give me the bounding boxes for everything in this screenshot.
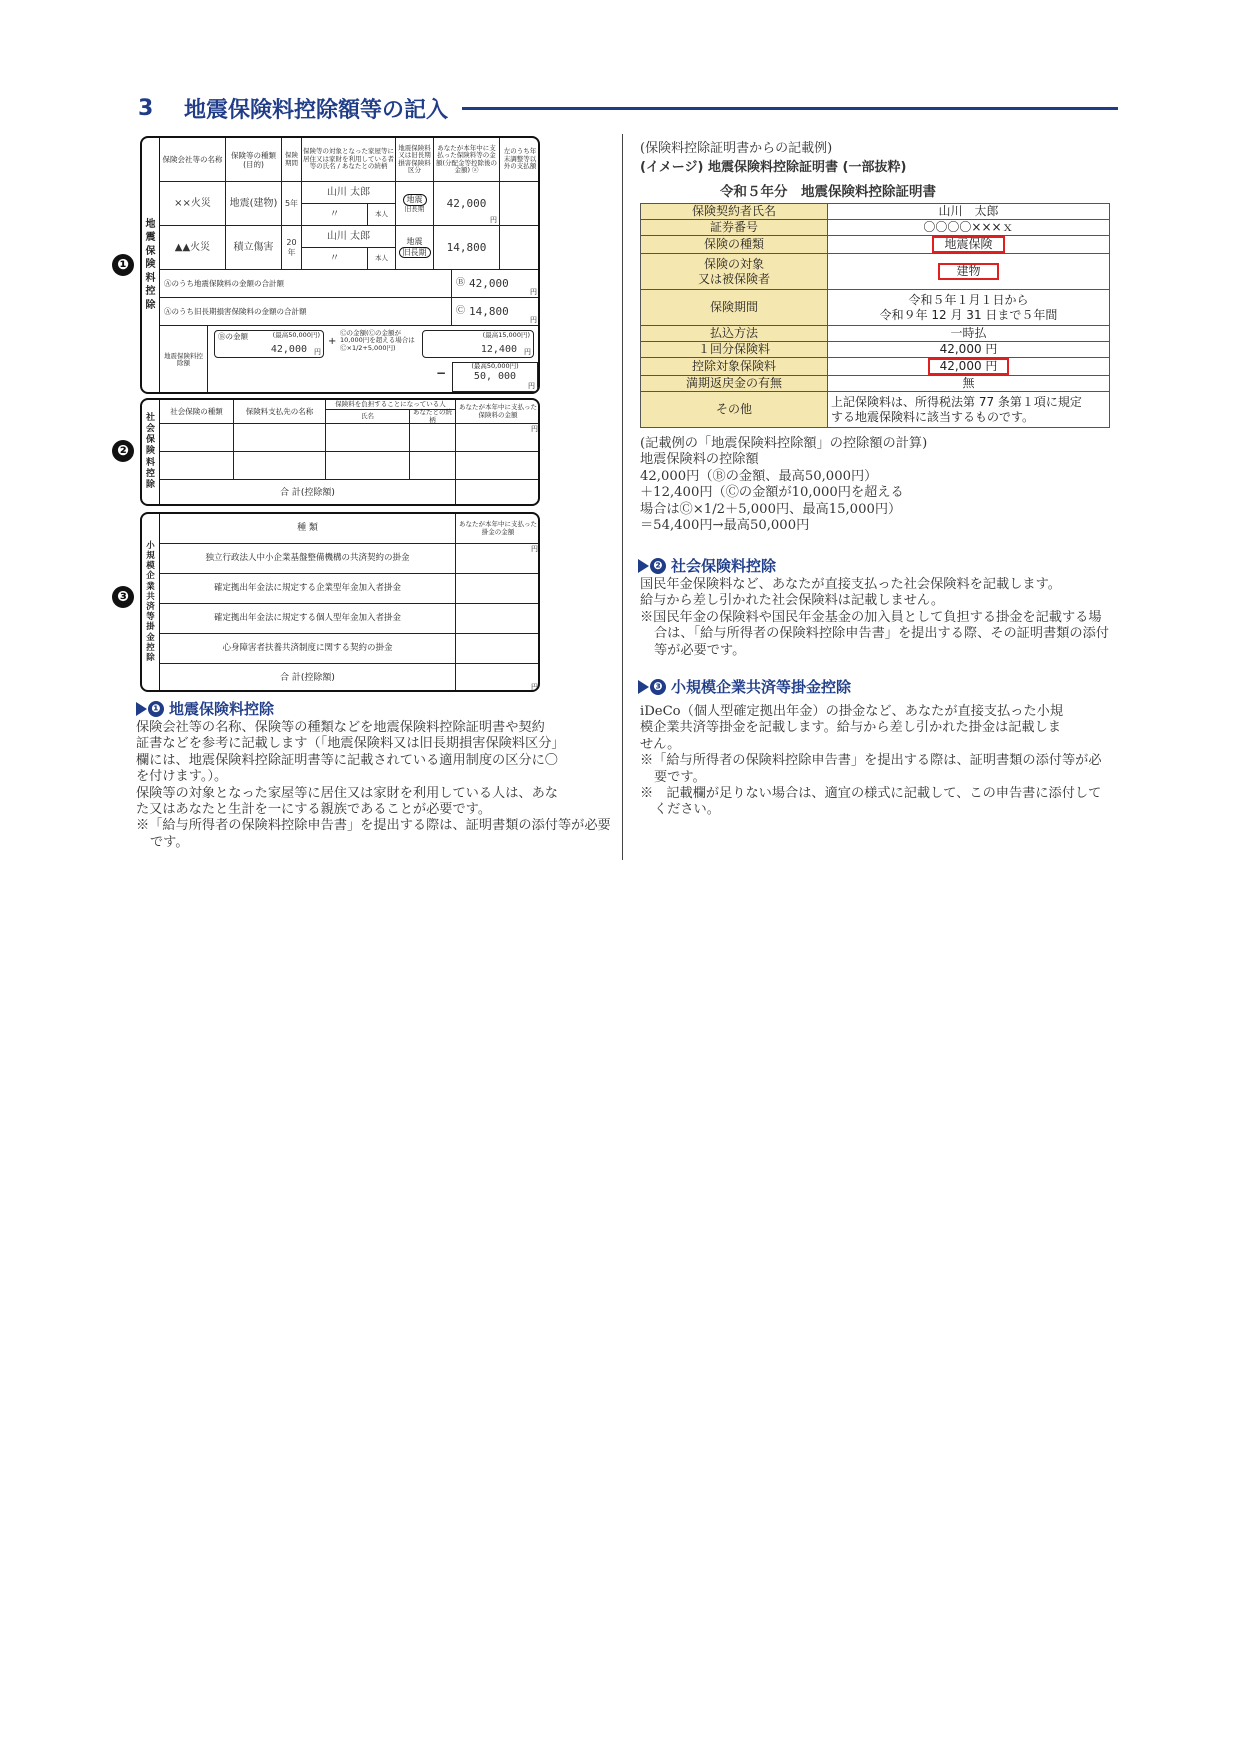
- heading-number-icon: ❸: [650, 679, 666, 695]
- social-row2-kind[interactable]: [160, 452, 234, 480]
- section-title: 地震保険料控除額等の記入: [184, 97, 449, 123]
- marker-2: ❷: [112, 440, 134, 462]
- cert-caption-image: (イメージ) 地震保険料控除証明書 (一部抜粋): [640, 160, 907, 175]
- row2-yen-col[interactable]: [500, 226, 540, 270]
- c-value-box[interactable]: (最高15,000円) 12,400 円: [422, 330, 534, 358]
- small-item-3: 確定拠出年金法に規定する個人型年金加入者掛金: [160, 604, 456, 634]
- sum-b-value[interactable]: Ⓒ 14,800 円: [452, 298, 540, 326]
- row2-period[interactable]: 20年: [282, 226, 302, 270]
- cert-caption-example: (保険料控除証明書からの記載例): [640, 141, 833, 156]
- social-row2-relation[interactable]: [410, 452, 456, 480]
- highlight-insurance-type: 地震保険: [932, 236, 1004, 253]
- social-insurance-form: [140, 398, 540, 506]
- row1-relation[interactable]: 本人: [368, 204, 396, 226]
- row1-company[interactable]: ××火災: [160, 182, 226, 226]
- social-row1-relation[interactable]: [410, 424, 456, 452]
- c-formula: Ⓒの金額(Ⓒの金額が10,000円を超える場合はⒸ×1/2+5,000円): [340, 329, 415, 352]
- cert-row: その他 上記保険料は、所得税法第 77 条第１項に規定 する地震保険料に該当するものです。: [641, 392, 1110, 428]
- social-header-payee: 保険料支払先の名称: [234, 400, 326, 424]
- row1-kind[interactable]: 地震(建物): [226, 182, 282, 226]
- row2-name[interactable]: 山川 太郎: [302, 226, 396, 248]
- header-yen-col: 左のうち年末調整等以外の支払額: [500, 138, 540, 182]
- section-number: 3: [138, 95, 154, 121]
- small-total-label: 合 計(控除額): [160, 664, 456, 692]
- small-item-2: 確定拠出年金法に規定する企業型年金加入者掛金: [160, 574, 456, 604]
- small-side-label: 小 規 模 企 業 共 済 等 掛 金 控 除: [142, 514, 160, 690]
- header-amount: あなたが本年中に支払った保険料等の金額(分配金等控除後の金額) ⓐ: [434, 138, 500, 182]
- small-header-amount: あなたが本年中に支払った掛金の金額: [456, 514, 540, 544]
- marker-1: ❶: [112, 254, 134, 276]
- cert-row: 保険期間 令和５年１月１日から 令和９年 12 月 31 日まで５年間: [641, 290, 1110, 326]
- social-row1-payee[interactable]: [234, 424, 326, 452]
- cert-row: 証券番号 〇〇〇〇×××ｘ: [641, 220, 1110, 236]
- cert-row: 保険の種類 地震保険: [641, 236, 1110, 254]
- small-item-4: 心身障害者扶養共済制度に関する契約の掛金: [160, 634, 456, 664]
- cert-row: 払込方法 一時払: [641, 326, 1110, 342]
- header-insured: 保険等の対象となった家屋等に居住又は家財を利用している者等の氏名 / あなたとの続柄: [302, 138, 396, 182]
- social-total-amount[interactable]: [456, 480, 540, 506]
- total-box[interactable]: (最高50,000円) 50, 000 円: [452, 362, 538, 392]
- social-total-label: 合 計(控除額): [160, 480, 456, 506]
- header-period: 保険期間: [282, 138, 302, 182]
- row2-relation-ditto[interactable]: 〃: [302, 248, 368, 270]
- row2-kind[interactable]: 積立傷害: [226, 226, 282, 270]
- social-row1-name[interactable]: [326, 424, 410, 452]
- social-header-kind: 社会保険の種類: [160, 400, 234, 424]
- social-row1-kind[interactable]: [160, 424, 234, 452]
- row2-category[interactable]: 地震 旧長期: [396, 226, 434, 270]
- row2-amount[interactable]: 14,800: [434, 226, 500, 270]
- earthquake-form: [140, 136, 540, 394]
- small-note-1: ※「給与所得者の保険料控除申告書」を提出する際は、証明書類の添付等が必要です。: [640, 753, 1102, 785]
- earthquake-note: ※「給与所得者の保険料控除申告書」を提出する際は、証明書類の添付等が必要です。: [136, 818, 611, 850]
- row1-period[interactable]: 5年: [282, 182, 302, 226]
- row2-relation[interactable]: 本人: [368, 248, 396, 270]
- heading-number-icon: ❷: [650, 558, 666, 574]
- small-business-description: iDeCo（個人型確定拠出年金）の掛金など、あなたが直接支払った小規 模企業共済等掛金を記載します。給与から差し引かれた掛金は記載しま せん。 ※「給与所得者の保険料控除申告書」を提出する際は、証明書類の添付等が必要です。 ※ 記載欄が足りない場合は、適宜の様式に記載して、この申告書に添付してください。: [640, 704, 1112, 819]
- cert-row: 保険の対象 又は被保険者 建物: [641, 254, 1110, 290]
- small-item-1: 独立行政法人中小企業基盤整備機構の共済契約の掛金: [160, 544, 456, 574]
- row2-company[interactable]: ▲▲火災: [160, 226, 226, 270]
- social-header-amount: あなたが本年中に支払った保険料の金額: [456, 400, 540, 424]
- certificate-table: [640, 203, 1110, 428]
- social-side-label: 社 会 保 険 料 控 除: [142, 400, 160, 504]
- cert-row: 控除対象保険料 42,000 円: [641, 358, 1110, 376]
- cert-row: 満期返戻金の有無 無: [641, 376, 1110, 392]
- small-item-3-amount[interactable]: [456, 604, 540, 634]
- heading-arrow-icon: [638, 559, 649, 573]
- small-total-amount[interactable]: 円: [531, 682, 538, 691]
- social-row1-amount[interactable]: 円: [456, 424, 540, 452]
- social-row2-payee[interactable]: [234, 452, 326, 480]
- row1-category[interactable]: 地震 旧長期: [396, 182, 434, 226]
- social-header-payer: 保険料を負担することになっている人: [326, 400, 456, 410]
- heading-number-icon: ❶: [148, 701, 164, 717]
- cert-title: 令和５年分 地震保険料控除証明書: [720, 184, 936, 200]
- small-item-2-amount[interactable]: [456, 574, 540, 604]
- plus-sign: +: [328, 336, 337, 347]
- heading-arrow-icon: [638, 680, 649, 694]
- column-divider: [622, 134, 623, 860]
- cert-row: １回分保険料 42,000 円: [641, 342, 1110, 358]
- social-description: 国民年金保険料など、あなたが直接支払った社会保険料を記載します。 給与から差し引かれた社会保険料は記載しません。 ※国民年金の保険料や国民年金基金の加入員として負担する掛金を記載する場合は、「給与所得者の保険料控除申告書」を提出する際、その証明書類の添付等が必要です。: [640, 577, 1112, 659]
- highlight-deductible-premium: 42,000 円: [928, 358, 1010, 375]
- small-note-2: ※ 記載欄が足りない場合は、適宜の様式に記載して、この申告書に添付してください。: [640, 786, 1102, 818]
- sum-a-value[interactable]: Ⓑ 42,000 円: [452, 270, 540, 298]
- small-item-1-amount[interactable]: 円: [456, 544, 540, 574]
- heading-arrow-icon: [136, 702, 147, 716]
- section-header: [138, 90, 1118, 126]
- row1-amount[interactable]: 42,000 円: [434, 182, 500, 226]
- small-header-kind: 種 類: [160, 514, 456, 544]
- row1-name[interactable]: 山川 太郎: [302, 182, 396, 204]
- header-company: 保険会社等の名称: [160, 138, 226, 182]
- social-header-name: 氏名: [326, 410, 410, 424]
- sum-a-label: Ⓐのうち地震保険料の金額の合計額: [160, 270, 452, 298]
- social-row2-amount[interactable]: [456, 452, 540, 480]
- marker-3: ❸: [112, 586, 134, 608]
- earthquake-description: 保険会社等の名称、保険等の種類などを地震保険料控除証明書や契約 証書などを参考に記載します（「地震保険料又は旧長期損害保険料区分」 欄には、地震保険料控除証明書等に記載されている適用制度の区分に〇 を付けます。）。 保険等の対象となった家屋等に居住又は家財を利用している人は、あな た又はあなたと生計を一にする親族であることが必要です。 ※「給与所得者の保険料控除申告書」を提出する際は、証明書類の添付等が必要です。: [136, 720, 611, 850]
- highlight-insured-object: 建物: [938, 263, 998, 280]
- calc-example: (記載例の「地震保険料控除額」の控除額の計算) 地震保険料の控除額 42,000円（Ⓑの金額、最高50,000円） ＋12,400円（Ⓒの金額が10,000円を超える 場合はⒸ×1/2＋5,000円、最高15,000円） ＝54,400円→最高50,000円: [640, 436, 928, 534]
- earthquake-heading: ❶ 地震保険料控除: [136, 698, 274, 719]
- social-note: ※国民年金の保険料や国民年金基金の加入員として負担する掛金を記載する場合は、「給与所得者の保険料控除申告書」を提出する際、その証明書類の添付等が必要です。: [640, 609, 1109, 658]
- row1-relation-ditto[interactable]: 〃: [302, 204, 368, 226]
- earthquake-side-label: 地 震 保 険 料 控 除: [142, 138, 160, 392]
- header-kind: 保険等の種類(目的): [226, 138, 282, 182]
- row1-yen-col[interactable]: [500, 182, 540, 226]
- header-rule: [462, 107, 1118, 110]
- social-header-relation: あなたとの続柄: [410, 410, 456, 424]
- minus-sign: −: [436, 366, 447, 380]
- small-item-4-amount[interactable]: [456, 634, 540, 664]
- b-amount-box[interactable]: Ⓑの金額 (最高50,000円) 42,000 円: [214, 330, 324, 358]
- deduction-calc: [208, 326, 540, 394]
- deduction-label: 地震保険料控除額: [160, 326, 208, 394]
- small-business-form: [140, 512, 540, 692]
- header-category: 地震保険料又は旧長期損害保険料区分: [396, 138, 434, 182]
- sum-b-label: Ⓐのうち旧長期損害保険料の金額の合計額: [160, 298, 452, 326]
- small-business-heading: ❸ 小規模企業共済等掛金控除: [638, 676, 851, 697]
- cert-row: 保険契約者氏名 山川 太郎: [641, 204, 1110, 220]
- social-row2-name[interactable]: [326, 452, 410, 480]
- social-heading: ❷ 社会保険料控除: [638, 555, 776, 576]
